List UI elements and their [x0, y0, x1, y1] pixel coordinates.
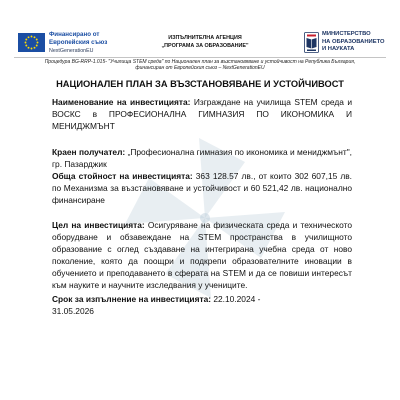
implementation-period-label: Срок за изпълнение на инвестицията:	[52, 294, 212, 304]
page-title: НАЦИОНАЛЕН ПЛАН ЗА ВЪЗСТАНОВЯВАНЕ И УСТОЙЧИВОСТ	[56, 79, 344, 89]
header-divider	[14, 57, 386, 58]
eu-funding-text	[49, 31, 107, 55]
eu-flag-icon	[18, 33, 45, 52]
agency-line2: „ПРОГРАМА ЗА ОБРАЗОВАНИЕ"	[161, 43, 249, 49]
procedure-note-line1: Процедура BG-RRP-1.015- "Училища STEM среда" по Национален план за възстановяване и устойчивост на Република България,	[44, 59, 356, 65]
eu-funding-line1: Финансирано от	[49, 31, 100, 38]
total-value-value: 363 128.57 лв., от които 302 607,15 лв. по Механизма за възстановяване и устойчивост и 60 521,42 лв. национално финансиране	[52, 171, 353, 205]
total-value	[52, 170, 352, 206]
agency-line1: ИЗПЪЛНИТЕЛНА АГЕНЦИЯ	[168, 35, 242, 41]
investment-details	[52, 96, 352, 317]
total-value-label: Обща стойност на инвестицията:	[52, 171, 193, 181]
eu-funding-line2: Европейския съюз	[49, 39, 108, 46]
investment-name-value: Изграждане на училища STEM среда и ВОСКС в ПРОФЕСИОНАЛНА ГИМНАЗИЯ ПО ИКОНОМИКА И МЕНИДЖМЪНТ	[52, 97, 352, 131]
ministry-line2: НА ОБРАЗОВАНИЕТО	[322, 38, 385, 45]
investment-name	[52, 96, 352, 132]
investment-goal	[52, 219, 352, 291]
final-recipient-value: „Професионална гимназия по икономика и мениджмънт", гр. Пазарджик	[52, 147, 353, 169]
ministry-name	[322, 31, 384, 54]
next-generation-eu-label: NextGenerationEU	[49, 48, 94, 54]
procedure-note-line2: финансиран от Европейския съюз – NextGenerationEU	[135, 65, 265, 72]
ministry-line1: МИНИСТЕРСТВО	[322, 31, 371, 37]
final-recipient	[52, 146, 352, 170]
ministry-emblem-icon	[304, 32, 319, 53]
final-recipient-label: Краен получател:	[52, 147, 126, 157]
ministry-line3: И НАУКАТА	[322, 46, 355, 53]
investment-goal-label: Цел на инвестицията:	[52, 220, 145, 230]
agency-name	[110, 34, 300, 50]
procedure-note	[0, 59, 400, 72]
investment-goal-value: Осигуряване на физическата среда и техническото оборудване и обзавеждане на STEM пространства в училищното образование с оглед създаване на интегрирана учебна среда от ново поколение, която да поощри и подкрепи образователните иновации в обучението и преподаването в сферата на STEM и да се повиши интересът към науките и научните изследвания у учениците.	[52, 220, 352, 290]
implementation-period	[52, 293, 294, 317]
implementation-period-value: 22.10.2024 - 31.05.2026	[52, 294, 261, 316]
investment-name-label: Наименование на инвестицията:	[52, 97, 191, 107]
